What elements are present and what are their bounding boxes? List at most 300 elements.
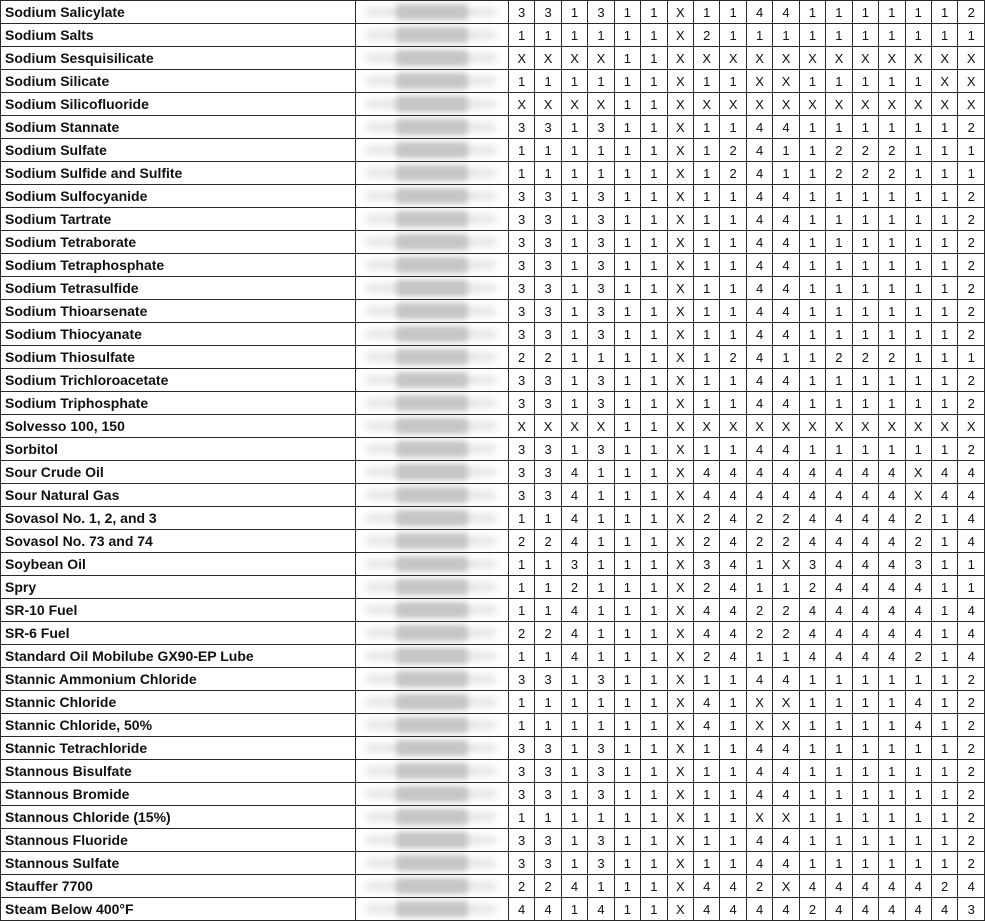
rating-cell: 3 [508, 852, 534, 875]
rating-cell: 4 [720, 599, 746, 622]
rating-cell: 1 [826, 829, 852, 852]
rating-cell: 4 [799, 507, 825, 530]
rating-cell: 1 [561, 806, 587, 829]
rating-cell: 1 [641, 323, 667, 346]
rating-cell: 3 [535, 829, 561, 852]
chemical-name: SR-10 Fuel [1, 599, 356, 622]
rating-cell: 1 [958, 576, 985, 599]
rating-cell: 1 [561, 139, 587, 162]
chemical-name: Sovasol No. 1, 2, and 3 [1, 507, 356, 530]
rating-cell: 1 [720, 714, 746, 737]
rating-cell: 1 [535, 714, 561, 737]
rating-cell: X [667, 185, 693, 208]
rating-cell: 1 [720, 369, 746, 392]
rating-cell: 1 [852, 116, 878, 139]
rating-cell: 1 [614, 139, 640, 162]
rating-cell: 1 [694, 254, 720, 277]
rating-cell: 4 [561, 645, 587, 668]
rating-cell: 1 [879, 277, 905, 300]
rating-cell: 2 [958, 392, 985, 415]
redacted-cas-number [356, 369, 508, 392]
rating-cell: 1 [614, 392, 640, 415]
rating-cell: 2 [905, 645, 931, 668]
rating-cell: 1 [561, 208, 587, 231]
rating-cell: X [879, 93, 905, 116]
rating-cell: 3 [535, 668, 561, 691]
rating-cell: 4 [879, 875, 905, 898]
redacted-cas-number [356, 438, 508, 461]
rating-cell: 3 [535, 254, 561, 277]
rating-cell: 1 [879, 783, 905, 806]
rating-cell: 4 [826, 875, 852, 898]
redacted-cas-number [356, 1, 508, 24]
rating-cell: X [773, 415, 799, 438]
rating-cell: 1 [931, 1, 957, 24]
rating-cell: 2 [879, 346, 905, 369]
rating-cell: 3 [508, 760, 534, 783]
rating-cell: X [667, 507, 693, 530]
rating-cell: X [958, 47, 985, 70]
rating-cell: 1 [720, 438, 746, 461]
rating-cell: X [667, 300, 693, 323]
rating-cell: 1 [931, 760, 957, 783]
rating-cell: 3 [588, 323, 614, 346]
rating-cell: 4 [746, 829, 772, 852]
rating-cell: 1 [799, 760, 825, 783]
rating-cell: 1 [561, 760, 587, 783]
rating-cell: 1 [852, 208, 878, 231]
rating-cell: 3 [508, 185, 534, 208]
rating-cell: 4 [773, 852, 799, 875]
rating-cell: 1 [641, 139, 667, 162]
rating-cell: 1 [641, 484, 667, 507]
rating-cell: 4 [958, 530, 985, 553]
table-row [1, 369, 985, 392]
redacted-cas-number [356, 737, 508, 760]
table-row [1, 668, 985, 691]
rating-cell: 1 [826, 852, 852, 875]
rating-cell: 3 [561, 553, 587, 576]
rating-cell: 1 [905, 783, 931, 806]
rating-cell: X [667, 254, 693, 277]
rating-cell: X [667, 323, 693, 346]
rating-cell: 1 [905, 760, 931, 783]
rating-cell: X [720, 93, 746, 116]
rating-cell: 4 [879, 645, 905, 668]
rating-cell: 1 [641, 461, 667, 484]
rating-cell: 4 [746, 139, 772, 162]
rating-cell: 4 [905, 898, 931, 921]
rating-cell: 1 [508, 70, 534, 93]
rating-cell: X [879, 47, 905, 70]
rating-cell: 1 [826, 668, 852, 691]
redacted-cas-number [356, 553, 508, 576]
rating-cell: 1 [905, 208, 931, 231]
table-row [1, 162, 985, 185]
rating-cell: 4 [746, 323, 772, 346]
rating-cell: X [667, 369, 693, 392]
rating-cell: 1 [614, 806, 640, 829]
rating-cell: 1 [799, 852, 825, 875]
rating-cell: 1 [614, 323, 640, 346]
rating-cell: 2 [958, 323, 985, 346]
chemical-name: Standard Oil Mobilube GX90-EP Lube [1, 645, 356, 668]
rating-cell: X [773, 553, 799, 576]
table-row [1, 622, 985, 645]
rating-cell: X [694, 93, 720, 116]
rating-cell: 1 [641, 438, 667, 461]
rating-cell: 1 [905, 300, 931, 323]
rating-cell: X [667, 783, 693, 806]
table-row [1, 691, 985, 714]
rating-cell: 4 [958, 622, 985, 645]
rating-cell: 4 [826, 599, 852, 622]
redacted-cas-number [356, 783, 508, 806]
rating-cell: 4 [746, 783, 772, 806]
table-row [1, 461, 985, 484]
rating-cell: 1 [931, 254, 957, 277]
rating-cell: 1 [641, 93, 667, 116]
rating-cell: 4 [746, 369, 772, 392]
rating-cell: 1 [879, 254, 905, 277]
rating-cell: X [667, 852, 693, 875]
rating-cell: 1 [588, 645, 614, 668]
rating-cell: 2 [746, 875, 772, 898]
rating-cell: 3 [588, 254, 614, 277]
rating-cell: 4 [561, 875, 587, 898]
rating-cell: 1 [799, 438, 825, 461]
rating-cell: 1 [508, 576, 534, 599]
redacted-cas-number [356, 47, 508, 70]
rating-cell: X [667, 139, 693, 162]
rating-cell: 4 [826, 530, 852, 553]
rating-cell: 2 [958, 783, 985, 806]
rating-cell: 1 [694, 116, 720, 139]
rating-cell: 1 [561, 737, 587, 760]
rating-cell: 1 [773, 346, 799, 369]
rating-cell: X [667, 714, 693, 737]
rating-cell: 1 [852, 392, 878, 415]
rating-cell: 2 [720, 162, 746, 185]
rating-cell: 1 [826, 254, 852, 277]
rating-cell: 1 [799, 277, 825, 300]
table-row [1, 93, 985, 116]
rating-cell: 4 [773, 231, 799, 254]
rating-cell: X [931, 47, 957, 70]
rating-cell: 4 [799, 461, 825, 484]
rating-cell: 2 [852, 139, 878, 162]
rating-cell: 1 [799, 691, 825, 714]
table-row [1, 277, 985, 300]
rating-cell: 1 [535, 806, 561, 829]
chemical-name: Sour Natural Gas [1, 484, 356, 507]
rating-cell: 1 [931, 553, 957, 576]
rating-cell: 1 [720, 737, 746, 760]
rating-cell: 1 [826, 231, 852, 254]
rating-cell: 2 [826, 162, 852, 185]
rating-cell: 1 [931, 438, 957, 461]
rating-cell: 2 [720, 139, 746, 162]
rating-cell: 3 [508, 277, 534, 300]
chemical-name: Sodium Salts [1, 24, 356, 47]
rating-cell: X [561, 47, 587, 70]
rating-cell: 1 [614, 875, 640, 898]
rating-cell: 1 [641, 208, 667, 231]
chemical-name: Solvesso 100, 150 [1, 415, 356, 438]
rating-cell: 2 [746, 507, 772, 530]
table-row [1, 553, 985, 576]
rating-cell: 1 [588, 139, 614, 162]
rating-cell: 3 [588, 392, 614, 415]
redacted-cas-number [356, 70, 508, 93]
redacted-cas-number [356, 668, 508, 691]
rating-cell: 4 [958, 507, 985, 530]
rating-cell: 3 [588, 277, 614, 300]
rating-cell: X [694, 47, 720, 70]
rating-cell: 1 [799, 300, 825, 323]
rating-cell: 1 [535, 70, 561, 93]
rating-cell: 2 [905, 530, 931, 553]
table-row [1, 185, 985, 208]
rating-cell: 1 [799, 1, 825, 24]
rating-cell: 1 [720, 70, 746, 93]
rating-cell: 1 [561, 1, 587, 24]
rating-cell: X [561, 93, 587, 116]
rating-cell: 3 [588, 829, 614, 852]
rating-cell: 2 [773, 622, 799, 645]
rating-cell: 1 [905, 139, 931, 162]
rating-cell: 1 [641, 277, 667, 300]
rating-cell: 1 [614, 415, 640, 438]
rating-cell: 3 [535, 1, 561, 24]
rating-cell: X [720, 415, 746, 438]
table-row [1, 737, 985, 760]
table-row [1, 760, 985, 783]
rating-cell: 2 [694, 507, 720, 530]
rating-cell: 4 [508, 898, 534, 921]
rating-cell: 4 [746, 737, 772, 760]
rating-cell: 1 [799, 116, 825, 139]
chemical-name: Stannous Fluoride [1, 829, 356, 852]
rating-cell: 4 [826, 898, 852, 921]
rating-cell: X [852, 47, 878, 70]
rating-cell: 4 [746, 1, 772, 24]
rating-cell: 1 [614, 737, 640, 760]
rating-cell: 2 [773, 507, 799, 530]
rating-cell: 1 [931, 806, 957, 829]
rating-cell: 4 [746, 162, 772, 185]
rating-cell: 1 [879, 300, 905, 323]
rating-cell: 1 [799, 139, 825, 162]
rating-cell: 4 [879, 576, 905, 599]
rating-cell: 4 [905, 576, 931, 599]
rating-cell: X [773, 93, 799, 116]
chemical-name: Stannic Tetrachloride [1, 737, 356, 760]
rating-cell: 3 [588, 668, 614, 691]
rating-cell: 4 [773, 760, 799, 783]
rating-cell: 1 [614, 93, 640, 116]
rating-cell: 1 [931, 116, 957, 139]
rating-cell: X [905, 461, 931, 484]
rating-cell: 1 [799, 24, 825, 47]
rating-cell: 1 [799, 668, 825, 691]
rating-cell: 2 [958, 737, 985, 760]
rating-cell: 1 [641, 47, 667, 70]
rating-cell: 2 [958, 277, 985, 300]
rating-cell: 4 [746, 852, 772, 875]
rating-cell: 1 [694, 162, 720, 185]
rating-cell: X [667, 415, 693, 438]
rating-cell: 2 [508, 346, 534, 369]
rating-cell: 1 [614, 668, 640, 691]
rating-cell: X [720, 47, 746, 70]
rating-cell: 1 [931, 323, 957, 346]
rating-cell: 1 [826, 323, 852, 346]
rating-cell: 4 [879, 599, 905, 622]
rating-cell: 3 [535, 185, 561, 208]
chemical-name: Sorbitol [1, 438, 356, 461]
rating-cell: 1 [879, 829, 905, 852]
rating-cell: 2 [958, 852, 985, 875]
rating-cell: 1 [614, 553, 640, 576]
rating-cell: 4 [561, 622, 587, 645]
rating-cell: 1 [641, 70, 667, 93]
rating-cell: X [535, 415, 561, 438]
rating-cell: 4 [826, 645, 852, 668]
rating-cell: 2 [958, 369, 985, 392]
rating-cell: 1 [588, 507, 614, 530]
rating-cell: 4 [905, 622, 931, 645]
rating-cell: 1 [931, 162, 957, 185]
rating-cell: 1 [799, 737, 825, 760]
rating-cell: 4 [852, 622, 878, 645]
chemical-name: Sodium Thioarsenate [1, 300, 356, 323]
rating-cell: 1 [905, 369, 931, 392]
rating-cell: 3 [535, 208, 561, 231]
rating-cell: 1 [799, 70, 825, 93]
rating-cell: 1 [879, 392, 905, 415]
rating-cell: 4 [746, 346, 772, 369]
rating-cell: 1 [931, 24, 957, 47]
rating-cell: 4 [694, 691, 720, 714]
rating-cell: 1 [508, 553, 534, 576]
rating-cell: 3 [535, 277, 561, 300]
rating-cell: 3 [588, 208, 614, 231]
rating-cell: 3 [508, 783, 534, 806]
rating-cell: 2 [720, 346, 746, 369]
rating-cell: 1 [588, 576, 614, 599]
rating-cell: X [905, 484, 931, 507]
rating-cell: 3 [535, 461, 561, 484]
rating-cell: 2 [508, 875, 534, 898]
rating-cell: X [667, 806, 693, 829]
rating-cell: X [667, 277, 693, 300]
chemical-name: SR-6 Fuel [1, 622, 356, 645]
rating-cell: 1 [614, 70, 640, 93]
rating-cell: 1 [773, 576, 799, 599]
rating-cell: 4 [694, 875, 720, 898]
rating-cell: 1 [561, 852, 587, 875]
rating-cell: 1 [641, 507, 667, 530]
rating-cell: 1 [641, 254, 667, 277]
rating-cell: 3 [535, 323, 561, 346]
redacted-cas-number [356, 185, 508, 208]
rating-cell: 1 [879, 185, 905, 208]
rating-cell: 1 [931, 346, 957, 369]
rating-cell: 4 [561, 530, 587, 553]
rating-cell: 4 [773, 737, 799, 760]
rating-cell: 1 [614, 47, 640, 70]
rating-cell: 1 [852, 760, 878, 783]
rating-cell: 1 [826, 806, 852, 829]
rating-cell: 1 [694, 70, 720, 93]
rating-cell: 1 [641, 875, 667, 898]
rating-cell: 4 [958, 875, 985, 898]
rating-cell: 1 [641, 737, 667, 760]
rating-cell: 1 [508, 139, 534, 162]
rating-cell: X [746, 70, 772, 93]
chemical-name: Soybean Oil [1, 553, 356, 576]
rating-cell: 3 [508, 668, 534, 691]
rating-cell: X [667, 898, 693, 921]
rating-cell: X [931, 70, 957, 93]
rating-cell: 1 [641, 668, 667, 691]
redacted-cas-number [356, 714, 508, 737]
rating-cell: X [667, 231, 693, 254]
rating-cell: 3 [508, 438, 534, 461]
rating-cell: X [931, 415, 957, 438]
rating-cell: 1 [931, 277, 957, 300]
rating-cell: X [535, 93, 561, 116]
rating-cell: X [667, 70, 693, 93]
rating-cell: 4 [720, 484, 746, 507]
table-row [1, 346, 985, 369]
rating-cell: 1 [561, 392, 587, 415]
rating-cell: 1 [720, 852, 746, 875]
rating-cell: 1 [799, 323, 825, 346]
rating-cell: 1 [508, 691, 534, 714]
rating-cell: 4 [799, 484, 825, 507]
rating-cell: X [773, 691, 799, 714]
rating-cell: 1 [561, 346, 587, 369]
rating-cell: 1 [641, 185, 667, 208]
rating-cell: 1 [905, 185, 931, 208]
rating-cell: X [667, 668, 693, 691]
rating-cell: 4 [958, 645, 985, 668]
rating-cell: X [667, 553, 693, 576]
rating-cell: 1 [879, 323, 905, 346]
rating-cell: 4 [720, 645, 746, 668]
rating-cell: 1 [826, 737, 852, 760]
rating-cell: 1 [746, 576, 772, 599]
rating-cell: 4 [799, 645, 825, 668]
rating-cell: 1 [561, 24, 587, 47]
rating-cell: 3 [508, 300, 534, 323]
rating-cell: 1 [720, 208, 746, 231]
rating-cell: 1 [614, 277, 640, 300]
rating-cell: 1 [826, 392, 852, 415]
rating-cell: 3 [588, 1, 614, 24]
rating-cell: 1 [641, 24, 667, 47]
rating-cell: 1 [535, 691, 561, 714]
rating-cell: 4 [826, 622, 852, 645]
rating-cell: 1 [694, 231, 720, 254]
rating-cell: 4 [826, 461, 852, 484]
rating-cell: X [667, 208, 693, 231]
rating-cell: 4 [773, 369, 799, 392]
rating-cell: 4 [773, 461, 799, 484]
rating-cell: 3 [508, 369, 534, 392]
